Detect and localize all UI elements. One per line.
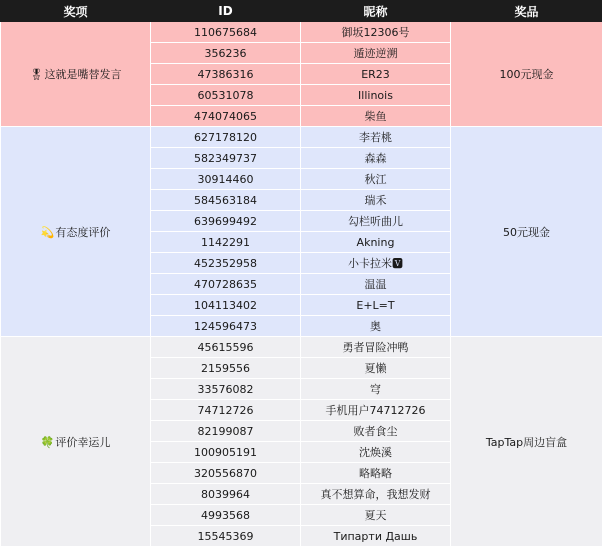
id-cell: 356236 xyxy=(151,43,301,64)
nickname-cell: 瑞禾 xyxy=(301,190,451,211)
nickname-cell: 御坂12306号 xyxy=(301,22,451,43)
id-cell: 47386316 xyxy=(151,64,301,85)
table-row xyxy=(1,337,602,358)
nickname-cell: 李若桃 xyxy=(301,127,451,148)
id-cell: 2159556 xyxy=(151,358,301,379)
nickname-cell: 温温 xyxy=(301,274,451,295)
nickname-cell: 森森 xyxy=(301,148,451,169)
header-row xyxy=(1,1,602,22)
nickname-cell: 勇者冒险冲鸭 xyxy=(301,337,451,358)
dizzy-star-icon: 💫 xyxy=(40,225,55,239)
group-name: 评价幸运儿 xyxy=(55,435,111,449)
id-cell: 60531078 xyxy=(151,85,301,106)
id-cell: 1142291 xyxy=(151,232,301,253)
nickname-cell: ER23 xyxy=(301,64,451,85)
id-cell: 33576082 xyxy=(151,379,301,400)
id-cell: 474074065 xyxy=(151,106,301,127)
id-cell: 82199087 xyxy=(151,421,301,442)
group-label xyxy=(1,337,151,547)
id-cell: 124596473 xyxy=(151,316,301,337)
id-cell: 470728635 xyxy=(151,274,301,295)
id-cell: 100905191 xyxy=(151,442,301,463)
nickname-cell: 穹 xyxy=(301,379,451,400)
nickname-cell: 真不想算命，我想发财 xyxy=(301,484,451,505)
table-row xyxy=(1,127,602,148)
group-name: 有态度评价 xyxy=(55,225,111,239)
nickname-cell: E+L=T xyxy=(301,295,451,316)
group-label xyxy=(1,22,151,127)
nickname-cell: 败者食尘 xyxy=(301,421,451,442)
nickname-cell: Типарти Дашь xyxy=(301,526,451,547)
id-cell: 627178120 xyxy=(151,127,301,148)
nickname-cell: 遁迹逆溯 xyxy=(301,43,451,64)
nickname-cell: 略略略 xyxy=(301,463,451,484)
id-cell: 74712726 xyxy=(151,400,301,421)
nickname-cell: 夏天 xyxy=(301,505,451,526)
header-prize: 奖品 xyxy=(451,1,602,22)
table-header xyxy=(1,1,602,22)
header-award: 奖项 xyxy=(1,1,151,22)
nickname-cell: 勾栏听曲儿 xyxy=(301,211,451,232)
nickname-cell: 手机用户74712726 xyxy=(301,400,451,421)
prize-cell: 100元现金 xyxy=(451,22,602,127)
group-section-1 xyxy=(1,22,602,127)
nickname-cell: 秋江 xyxy=(301,169,451,190)
id-cell: 452352958 xyxy=(151,253,301,274)
id-cell: 45615596 xyxy=(151,337,301,358)
clover-icon: 🍀 xyxy=(40,435,55,449)
group-section-2 xyxy=(1,127,602,337)
header-id: ID xyxy=(151,1,301,22)
id-cell: 104113402 xyxy=(151,295,301,316)
id-cell: 30914460 xyxy=(151,169,301,190)
id-cell: 320556870 xyxy=(151,463,301,484)
nickname-cell: 沈焕溪 xyxy=(301,442,451,463)
group-section-3 xyxy=(1,337,602,547)
id-cell: 4993568 xyxy=(151,505,301,526)
medal-icon: 🎖 xyxy=(29,68,44,81)
nickname-cell: Illinois xyxy=(301,85,451,106)
id-cell: 582349737 xyxy=(151,148,301,169)
nickname-cell: 小卡拉米🆅 xyxy=(301,253,451,274)
header-nickname: 昵称 xyxy=(301,1,451,22)
id-cell: 15545369 xyxy=(151,526,301,547)
nickname-cell: Akning xyxy=(301,232,451,253)
prize-cell: TapTap周边盲盒 xyxy=(451,337,602,547)
id-cell: 639699492 xyxy=(151,211,301,232)
table-row xyxy=(1,22,602,43)
group-name: 这就是嘴替发言 xyxy=(44,68,122,81)
group-label xyxy=(1,127,151,337)
id-cell: 8039964 xyxy=(151,484,301,505)
nickname-cell: 夏懒 xyxy=(301,358,451,379)
id-cell: 584563184 xyxy=(151,190,301,211)
prize-cell: 50元现金 xyxy=(451,127,602,337)
id-cell: 110675684 xyxy=(151,22,301,43)
nickname-cell: 柴鱼 xyxy=(301,106,451,127)
nickname-cell: 奥 xyxy=(301,316,451,337)
